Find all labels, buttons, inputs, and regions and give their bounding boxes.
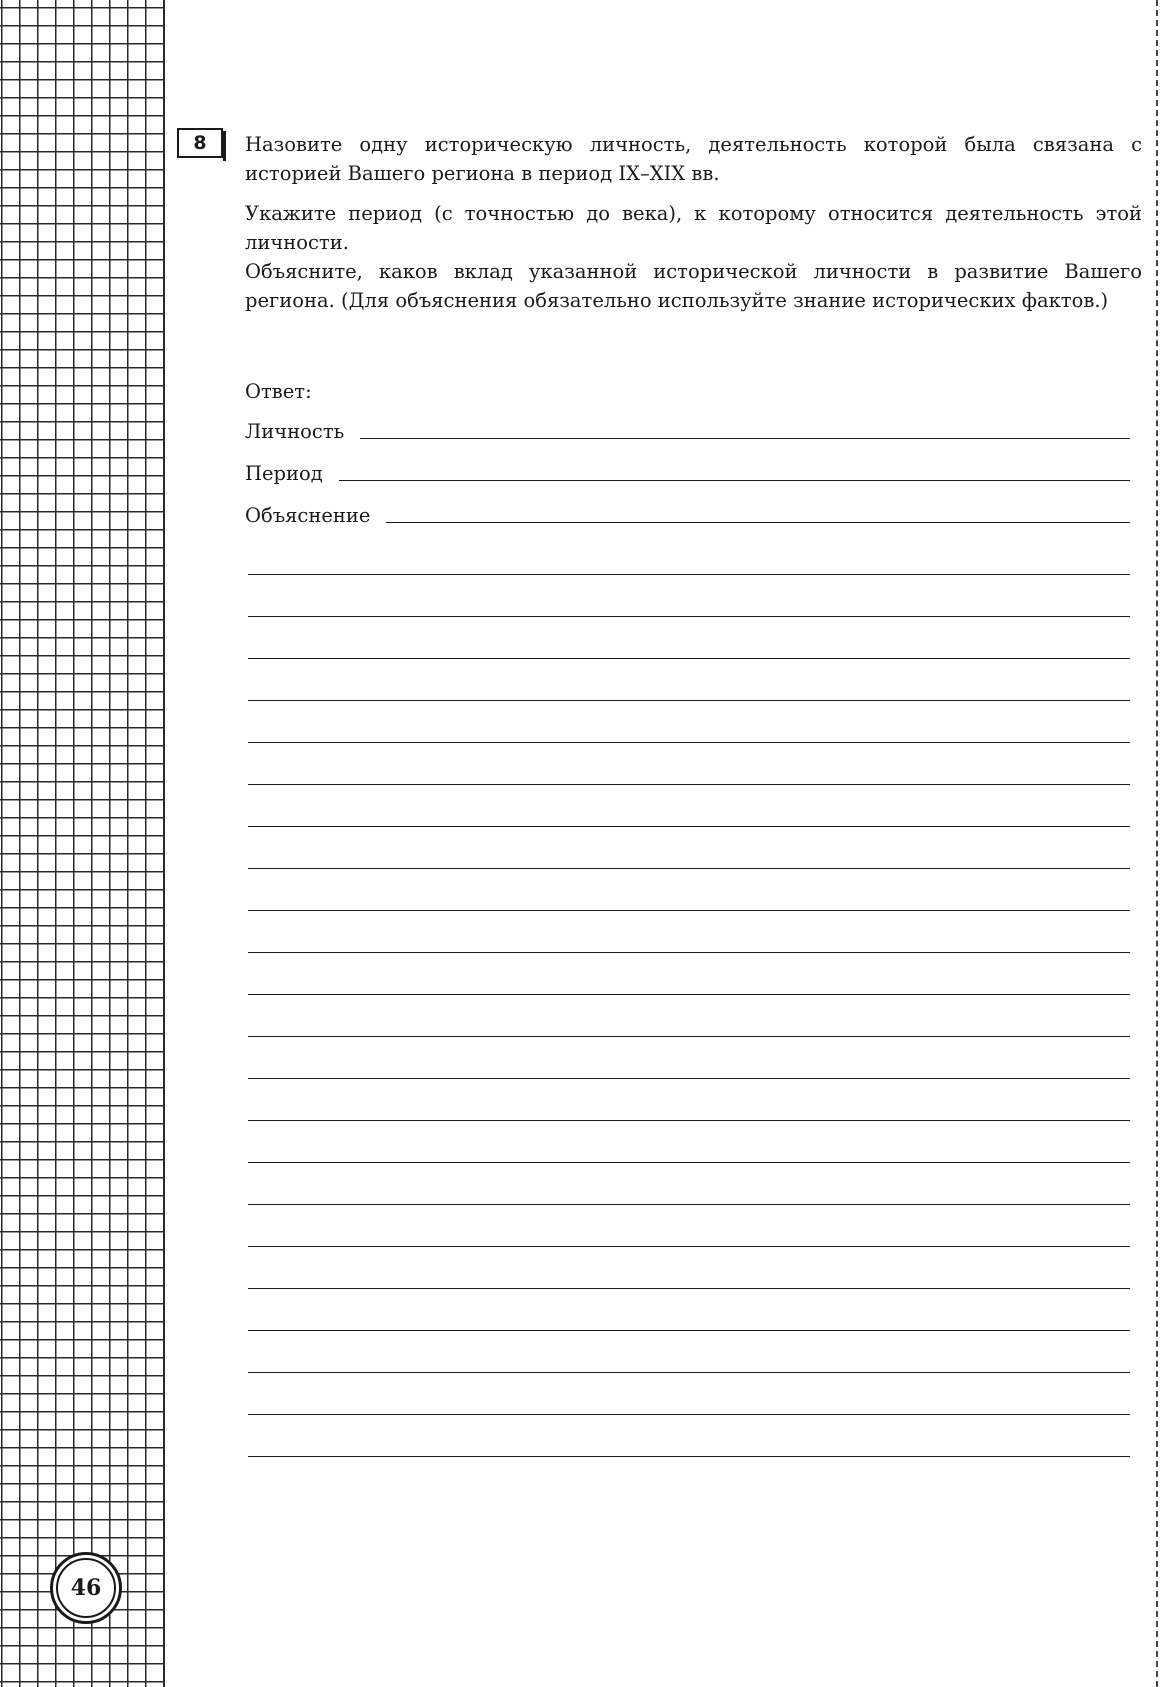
person-field[interactable] [245,420,1130,443]
person-label: Личность [245,420,345,443]
task-question-explanation: Объясните, каков вклад указанной исторической личности в развитие Вашего региона. (Для объяснения обязательно используйте знание исторических фактов.) [245,260,1142,312]
writing-line[interactable] [248,1289,1130,1331]
writing-line[interactable] [248,743,1130,785]
explanation-writing-area[interactable] [248,533,1130,1457]
explanation-field[interactable] [245,504,1130,527]
writing-line[interactable] [248,869,1130,911]
writing-line[interactable] [248,1037,1130,1079]
writing-line[interactable] [248,1247,1130,1289]
writing-line[interactable] [248,1079,1130,1121]
period-input-line[interactable] [339,462,1130,481]
period-label: Период [245,462,323,485]
writing-line[interactable] [248,1205,1130,1247]
cut-line [1156,0,1158,1687]
task-question-person: Назовите одну историческую личность, деятельность которой была связана с историей Вашего региона в период IX–XIX вв. [245,133,1142,185]
writing-line[interactable] [248,827,1130,869]
writing-line[interactable] [248,533,1130,575]
period-field[interactable] [245,462,1130,485]
writing-line[interactable] [248,1121,1130,1163]
explanation-label: Объяснение [245,504,371,527]
writing-line[interactable] [248,1163,1130,1205]
writing-line[interactable] [248,953,1130,995]
page-number: 46 [56,1558,116,1618]
writing-line[interactable] [248,1373,1130,1415]
margin-grid [0,0,165,1687]
writing-line[interactable] [248,911,1130,953]
task-number-box: 8 [177,128,223,158]
answer-label: Ответ: [245,380,312,403]
task-question-period: Укажите период (с точностью до века), к которому относится деятельность этой личности. [245,202,1142,254]
explanation-input-line[interactable] [386,504,1130,523]
page-number-badge [50,1552,122,1624]
writing-line[interactable] [248,1331,1130,1373]
writing-line[interactable] [248,575,1130,617]
writing-line[interactable] [248,617,1130,659]
person-input-line[interactable] [360,420,1130,439]
writing-line[interactable] [248,659,1130,701]
writing-line[interactable] [248,785,1130,827]
writing-line[interactable] [248,701,1130,743]
writing-line[interactable] [248,1415,1130,1457]
task-text [245,130,1142,326]
writing-line[interactable] [248,995,1130,1037]
